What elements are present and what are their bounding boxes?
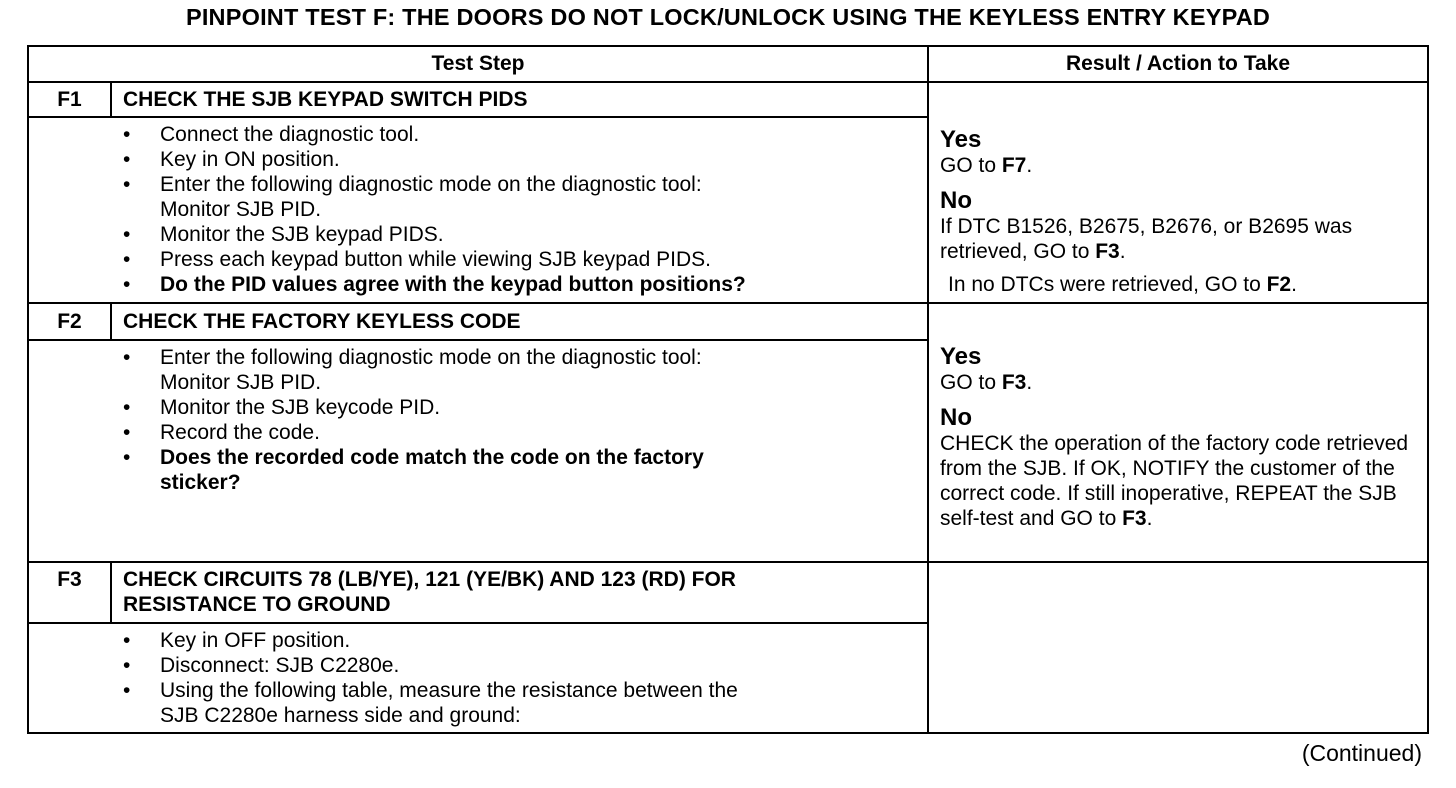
step-ref: F3 bbox=[1122, 507, 1147, 530]
f3-id-divider bbox=[110, 561, 112, 624]
f2-bullet-1: Enter the following diagnostic mode on the diagnostic tool: Monitor SJB PID. bbox=[160, 346, 702, 394]
f1-title-divider bbox=[27, 116, 929, 118]
column-divider bbox=[927, 45, 929, 734]
step-id-f3: F3 bbox=[57, 568, 82, 591]
bullet-marker: • bbox=[123, 248, 131, 271]
page-title: PINPOINT TEST F: THE DOORS DO NOT LOCK/UNLOCK USING THE KEYLESS ENTRY KEYPAD bbox=[185, 4, 1271, 30]
table-border-bottom bbox=[27, 732, 1429, 734]
header-result: Result / Action to Take bbox=[1065, 52, 1291, 75]
f1-yes-label: Yes bbox=[940, 126, 982, 153]
f1-yes-action: GO to F7. bbox=[940, 154, 1033, 177]
f1-bullet-1: Connect the diagnostic tool. bbox=[160, 123, 420, 146]
f3-bullet-2: Disconnect: SJB C2280e. bbox=[160, 654, 400, 677]
f2-yes-action: GO to F3. bbox=[940, 371, 1033, 394]
step-title-f3-line1: CHECK CIRCUITS 78 (LB/YE), 121 (YE/BK) AND 123 (RD) FOR bbox=[123, 568, 736, 591]
f2-bullet-3: Record the code. bbox=[160, 421, 320, 444]
step-id-f2: F2 bbox=[57, 310, 82, 333]
step-ref: F3 bbox=[1095, 240, 1120, 263]
table-border-right bbox=[1427, 45, 1429, 734]
f2-title-divider bbox=[27, 339, 929, 341]
bullet-marker: • bbox=[123, 654, 131, 677]
header-divider bbox=[27, 81, 1429, 83]
f1-no-action: If DTC B1526, B2675, B2676, or B2695 was retrieved, GO to F3. bbox=[940, 215, 1353, 263]
bullet-marker: • bbox=[123, 629, 131, 652]
f2-yes-label: Yes bbox=[940, 343, 982, 370]
step-title-f3-line2: RESISTANCE TO GROUND bbox=[123, 593, 391, 616]
bullet-marker: • bbox=[123, 148, 131, 171]
bullet-marker: • bbox=[123, 123, 131, 146]
f2-bullet-4: Does the recorded code match the code on the factory sticker? bbox=[160, 446, 704, 494]
table-border-top bbox=[27, 45, 1429, 47]
f1-bullet-6: Do the PID values agree with the keypad button positions? bbox=[160, 273, 746, 296]
step-id-f1: F1 bbox=[57, 88, 82, 111]
f3-bullet-1: Key in OFF position. bbox=[160, 629, 351, 652]
f1-bullet-2: Key in ON position. bbox=[160, 148, 340, 171]
bullet-marker: • bbox=[123, 173, 131, 196]
f1-extra-action: In no DTCs were retrieved, GO to F2. bbox=[948, 273, 1297, 296]
step-ref: F7 bbox=[1001, 154, 1027, 177]
f3-title-divider bbox=[27, 622, 929, 624]
step-ref: F3 bbox=[1001, 371, 1027, 394]
f2-no-action: CHECK the operation of the factory code retrieved from the SJB. If OK, NOTIFY the customer of the correct code. If still inoperative, REPEAT the SJB self-test and GO to F3. bbox=[940, 432, 1409, 530]
f2-id-divider bbox=[110, 302, 112, 341]
step-title-f2: CHECK THE FACTORY KEYLESS CODE bbox=[123, 310, 521, 333]
bullet-marker: • bbox=[123, 223, 131, 246]
f2-bullet-2: Monitor the SJB keycode PID. bbox=[160, 396, 441, 419]
bullet-marker: • bbox=[123, 273, 131, 296]
f2-bottom-divider bbox=[27, 561, 1429, 563]
f1-bullet-5: Press each keypad button while viewing SJB keypad PIDS. bbox=[160, 248, 711, 271]
step-title-f1: CHECK THE SJB KEYPAD SWITCH PIDS bbox=[123, 88, 528, 111]
header-test-step: Test Step bbox=[431, 52, 525, 75]
table-border-left bbox=[27, 45, 29, 734]
f1-bullet-3: Enter the following diagnostic mode on the diagnostic tool: Monitor SJB PID. bbox=[160, 173, 702, 221]
bullet-marker: • bbox=[123, 396, 131, 419]
bullet-marker: • bbox=[123, 446, 131, 469]
f1-bullet-4: Monitor the SJB keypad PIDS. bbox=[160, 223, 444, 246]
f2-no-label: No bbox=[940, 404, 972, 431]
f3-bullet-3: Using the following table, measure the resistance between the SJB C2280e harness side and ground: bbox=[160, 679, 738, 727]
step-ref: F2 bbox=[1266, 273, 1292, 296]
bullet-marker: • bbox=[123, 679, 131, 702]
continued-label: (Continued) bbox=[1301, 740, 1422, 766]
bullet-marker: • bbox=[123, 421, 131, 444]
bullet-marker: • bbox=[123, 346, 131, 369]
f1-id-divider bbox=[110, 81, 112, 118]
f1-bottom-divider bbox=[27, 302, 1429, 304]
f1-no-label: No bbox=[940, 187, 972, 214]
